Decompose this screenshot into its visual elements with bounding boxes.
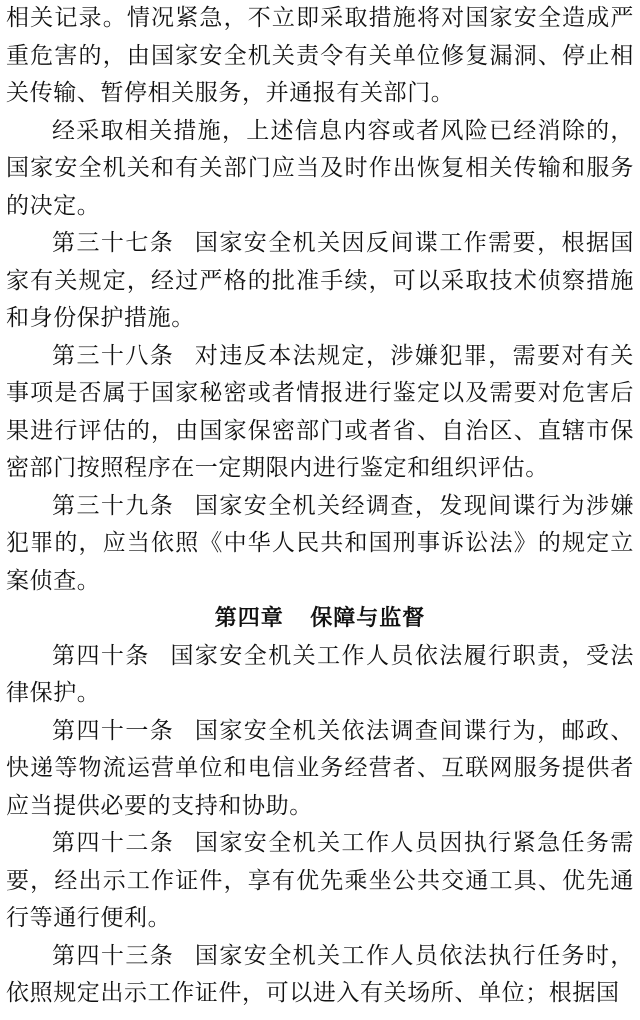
article-text: 国家安全机关工作人员依法执行任务时，依照规定出示工作证件，可以进入有关场所、单位；根据国 bbox=[6, 942, 635, 1006]
article-38 bbox=[6, 338, 634, 488]
article-number: 第三十八条 bbox=[52, 342, 175, 369]
article-40 bbox=[6, 638, 634, 713]
article-number: 第四十二条 bbox=[52, 830, 175, 856]
article-number: 第四十三条 bbox=[52, 942, 175, 969]
article-number: 第三十九条 bbox=[52, 492, 175, 519]
document-page bbox=[6, 0, 634, 1013]
article-41 bbox=[6, 713, 634, 826]
article-number: 第三十七条 bbox=[52, 230, 175, 256]
chapter-title: 保障与监督 bbox=[310, 606, 426, 631]
article-text: 国家安全机关因反间谍工作需要，根据国家有关规定，经过严格的批准手续，可以采取技术侦察措施和身份保护措施。 bbox=[6, 230, 635, 331]
article-text: 国家安全机关工作人员依法履行职责，受法律保护。 bbox=[6, 642, 634, 706]
article-text: 对违反本法规定，涉嫌犯罪，需要对有关事项是否属于国家秘密或者情报进行鉴定以及需要对危害后果进行评估的，由国家保密部门或者省、自治区、直辖市保密部门按照程序在一定期限内进行鉴定和组织评估。 bbox=[6, 342, 635, 481]
paragraph-text: 相关记录。情况紧急，不立即采取措施将对国家安全造成严重危害的，由国家安全机关责令有关单位修复漏洞、停止相关传输、暂停相关服务，并通报有关部门。 bbox=[6, 5, 634, 106]
article-number: 第四十条 bbox=[52, 642, 150, 669]
paragraph-continuation bbox=[6, 0, 634, 113]
article-text: 国家安全机关依法调查间谍行为，邮政、快递等物流运营单位和电信业务经营者、互联网服务提供者应当提供必要的支持和协助。 bbox=[6, 717, 635, 819]
article-39 bbox=[6, 488, 634, 601]
paragraph bbox=[6, 113, 634, 226]
article-43 bbox=[6, 938, 634, 1013]
article-number: 第四十一条 bbox=[52, 717, 175, 744]
article-42 bbox=[6, 825, 634, 938]
paragraph-text: 经采取相关措施，上述信息内容或者风险已经消除的，国家安全机关和有关部门应当及时作出恢复相关传输和服务的决定。 bbox=[6, 117, 634, 219]
article-text: 国家安全机关工作人员因执行紧急任务需要，经出示工作证件，享有优先乘坐公共交通工具、优先通行等通行便利。 bbox=[6, 830, 635, 931]
article-text: 国家安全机关经调查，发现间谍行为涉嫌犯罪的，应当依照《中华人民共和国刑事诉讼法》的规定立案侦查。 bbox=[6, 492, 635, 594]
article-37 bbox=[6, 225, 634, 338]
chapter-heading bbox=[6, 600, 634, 638]
chapter-number: 第四章 bbox=[214, 606, 284, 631]
